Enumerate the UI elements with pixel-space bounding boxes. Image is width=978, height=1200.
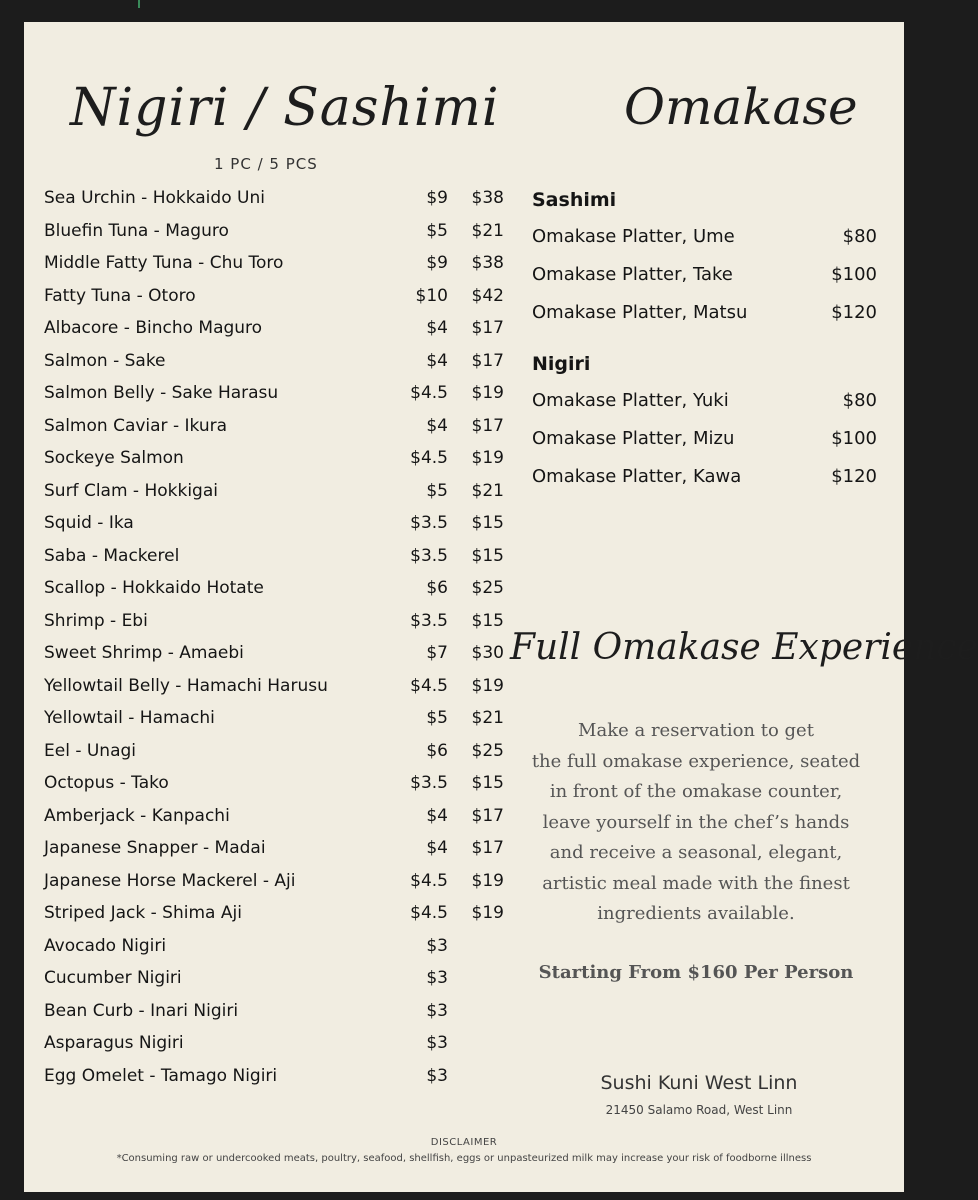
item-name: Salmon Caviar - Ikura <box>44 415 228 436</box>
item-price-5pcs: $25 <box>471 578 504 598</box>
menu-item <box>44 442 504 475</box>
description-line: in front of the omakase counter, <box>549 781 843 802</box>
item-name: Salmon Belly - Sake Harasu <box>44 383 279 403</box>
description-line: leave yourself in the chef’s hands <box>542 811 850 833</box>
item-price-1pc: $9 <box>426 253 448 273</box>
item-name: Striped Jack - Shima Aji <box>44 903 242 923</box>
item-name: Cucumber Nigiri <box>44 968 182 988</box>
menu-item <box>44 1060 504 1093</box>
menu-item <box>44 767 504 800</box>
item-price-1pc: $9 <box>426 188 448 208</box>
menu-item <box>44 345 504 378</box>
item-price: $80 <box>842 390 877 411</box>
item-price: $100 <box>831 264 877 285</box>
item-name: Saba - Mackerel <box>44 545 180 566</box>
menu-item <box>532 420 877 458</box>
item-name: Bean Curb - Inari Nigiri <box>44 1000 239 1021</box>
item-name: Asparagus Nigiri <box>44 1033 184 1053</box>
item-price-1pc: $4.5 <box>410 383 448 403</box>
menu-item <box>532 458 877 496</box>
item-name: Albacore - Bincho Maguro <box>44 318 263 338</box>
starting-price: Starting From $160 Per Person <box>538 962 854 983</box>
item-price-1pc: $3.5 <box>410 773 448 793</box>
menu-item <box>532 218 877 256</box>
item-name: Egg Omelet - Tamago Nigiri <box>44 1065 278 1086</box>
menu-item <box>44 410 504 443</box>
description-line: artistic meal made with the finest <box>542 872 850 894</box>
item-name: Omakase Platter, Take <box>532 264 733 285</box>
item-price-1pc: $4.5 <box>410 903 448 923</box>
item-price-5pcs: $15 <box>471 610 504 631</box>
item-price-5pcs: $15 <box>471 513 504 533</box>
nigiri-sashimi-subtitle: 1 PC / 5 PCS <box>214 155 318 173</box>
description-line: Make a reservation to get <box>578 720 814 741</box>
top-edge-marker <box>138 0 140 8</box>
item-name: Salmon - Sake <box>44 350 166 371</box>
item-price: $80 <box>842 226 877 247</box>
menu-item <box>44 215 504 248</box>
item-price-1pc: $3.5 <box>410 610 448 631</box>
omakase-sashimi-heading: Sashimi <box>532 189 617 211</box>
item-price-5pcs: $17 <box>471 415 504 436</box>
item-name: Eel - Unagi <box>44 740 137 761</box>
menu-item <box>44 475 504 508</box>
item-price-5pcs: $19 <box>471 675 504 696</box>
item-price: $120 <box>831 302 877 323</box>
item-price-5pcs: $17 <box>471 318 504 338</box>
item-name: Omakase Platter, Kawa <box>532 466 742 487</box>
item-name: Japanese Horse Mackerel - Aji <box>44 870 296 891</box>
item-price-1pc: $4 <box>426 805 448 826</box>
item-price-1pc: $4.5 <box>410 448 448 468</box>
item-price-1pc: $3.5 <box>410 545 448 566</box>
item-price-5pcs: $19 <box>471 448 504 468</box>
item-name: Sockeye Salmon <box>44 448 184 468</box>
item-price-1pc: $3 <box>426 1033 448 1053</box>
item-price-5pcs: $38 <box>471 188 504 208</box>
item-price-1pc: $5 <box>426 220 448 241</box>
restaurant-name: Sushi Kuni West Linn <box>600 1072 798 1094</box>
item-name: Squid - Ika <box>44 513 134 533</box>
description-line: and receive a seasonal, elegant, <box>549 842 843 863</box>
item-name: Middle Fatty Tuna - Chu Toro <box>44 253 284 273</box>
menu-item <box>44 312 504 345</box>
item-name: Scallop - Hokkaido Hotate <box>44 578 264 598</box>
item-price: $120 <box>831 466 877 487</box>
item-price-5pcs: $21 <box>471 220 504 241</box>
menu-item <box>44 995 504 1028</box>
item-name: Sweet Shrimp - Amaebi <box>44 643 244 663</box>
item-price-5pcs: $15 <box>471 545 504 566</box>
menu-item <box>532 382 877 420</box>
item-name: Omakase Platter, Yuki <box>532 390 729 411</box>
full-omakase-title: Full Omakase Experience <box>510 627 978 668</box>
menu-item <box>44 897 504 930</box>
disclaimer-title: DISCLAIMER <box>430 1137 498 1148</box>
item-name: Octopus - Tako <box>44 773 169 793</box>
item-price-1pc: $3 <box>426 1065 448 1086</box>
menu-item <box>532 294 877 332</box>
disclaimer-text: *Consuming raw or undercooked meats, poultry, seafood, shellfish, eggs or unpasteurized milk may increase your risk of foodborne illness <box>116 1153 812 1164</box>
item-price-5pcs: $17 <box>471 838 504 858</box>
nigiri-sashimi-list <box>44 182 504 1092</box>
item-price-1pc: $4 <box>426 318 448 338</box>
menu-item <box>44 962 504 995</box>
item-price-5pcs: $42 <box>471 285 504 306</box>
item-price-5pcs: $21 <box>471 708 504 728</box>
item-name: Sea Urchin - Hokkaido Uni <box>44 188 265 208</box>
menu-item <box>44 735 504 768</box>
menu-item <box>44 865 504 898</box>
description-line: ingredients available. <box>597 903 795 924</box>
item-price-1pc: $3 <box>426 1000 448 1021</box>
item-name: Yellowtail Belly - Hamachi Harusu <box>44 675 328 696</box>
menu-item <box>44 930 504 963</box>
nigiri-sashimi-title: Nigiri / Sashimi <box>70 78 500 138</box>
item-price-1pc: $4.5 <box>410 675 448 696</box>
item-name: Fatty Tuna - Otoro <box>44 285 196 306</box>
omakase-title: Omakase <box>624 78 858 136</box>
item-name: Surf Clam - Hokkigai <box>44 480 218 501</box>
item-price-1pc: $3.5 <box>410 513 448 533</box>
item-name: Shrimp - Ebi <box>44 610 148 631</box>
omakase-nigiri-heading: Nigiri <box>532 353 591 375</box>
item-name: Yellowtail - Hamachi <box>44 708 215 728</box>
item-price-5pcs: $30 <box>471 643 504 663</box>
item-price-1pc: $4 <box>426 350 448 371</box>
item-price-1pc: $6 <box>426 578 448 598</box>
item-name: Amberjack - Kanpachi <box>44 805 230 826</box>
item-price-1pc: $4.5 <box>410 870 448 891</box>
menu-item <box>44 540 504 573</box>
item-name: Japanese Snapper - Madai <box>44 838 266 858</box>
item-price-5pcs: $15 <box>471 773 504 793</box>
item-price-5pcs: $25 <box>471 740 504 761</box>
item-price-1pc: $4 <box>426 415 448 436</box>
item-name: Omakase Platter, Mizu <box>532 428 735 449</box>
menu-item <box>44 507 504 540</box>
menu-item <box>44 247 504 280</box>
item-name: Omakase Platter, Ume <box>532 226 735 247</box>
menu-item <box>44 605 504 638</box>
item-price-1pc: $10 <box>415 285 448 306</box>
item-price-1pc: $4 <box>426 838 448 858</box>
item-name: Omakase Platter, Matsu <box>532 302 748 323</box>
item-price-1pc: $7 <box>426 643 448 663</box>
item-price-5pcs: $38 <box>471 253 504 273</box>
item-price-5pcs: $17 <box>471 805 504 826</box>
menu-item <box>44 280 504 313</box>
item-price-5pcs: $21 <box>471 480 504 501</box>
menu-item <box>44 572 504 605</box>
item-name: Bluefin Tuna - Maguro <box>44 220 229 241</box>
menu-item <box>532 256 877 294</box>
item-price-5pcs: $19 <box>471 870 504 891</box>
item-name: Avocado Nigiri <box>44 935 167 956</box>
omakase-sashimi-section <box>532 182 877 332</box>
item-price-1pc: $3 <box>426 968 448 988</box>
menu-item <box>44 637 504 670</box>
experience-description <box>514 716 878 930</box>
menu-item <box>44 800 504 833</box>
omakase-nigiri-section <box>532 346 877 496</box>
item-price-5pcs: $19 <box>471 383 504 403</box>
item-price-1pc: $3 <box>426 935 448 956</box>
item-price-1pc: $6 <box>426 740 448 761</box>
item-price: $100 <box>831 428 877 449</box>
menu-item <box>44 182 504 215</box>
item-price-5pcs: $17 <box>471 350 504 371</box>
menu-item <box>44 702 504 735</box>
restaurant-address: 21450 Salamo Road, West Linn <box>605 1103 793 1117</box>
item-price-5pcs: $19 <box>471 903 504 923</box>
menu-item <box>44 670 504 703</box>
menu-page <box>24 22 978 1192</box>
item-price-1pc: $5 <box>426 708 448 728</box>
menu-item <box>44 377 504 410</box>
item-price-1pc: $5 <box>426 480 448 501</box>
menu-item <box>44 832 504 865</box>
menu-item <box>44 1027 504 1060</box>
description-line: the full omakase experience, seated <box>531 750 861 772</box>
